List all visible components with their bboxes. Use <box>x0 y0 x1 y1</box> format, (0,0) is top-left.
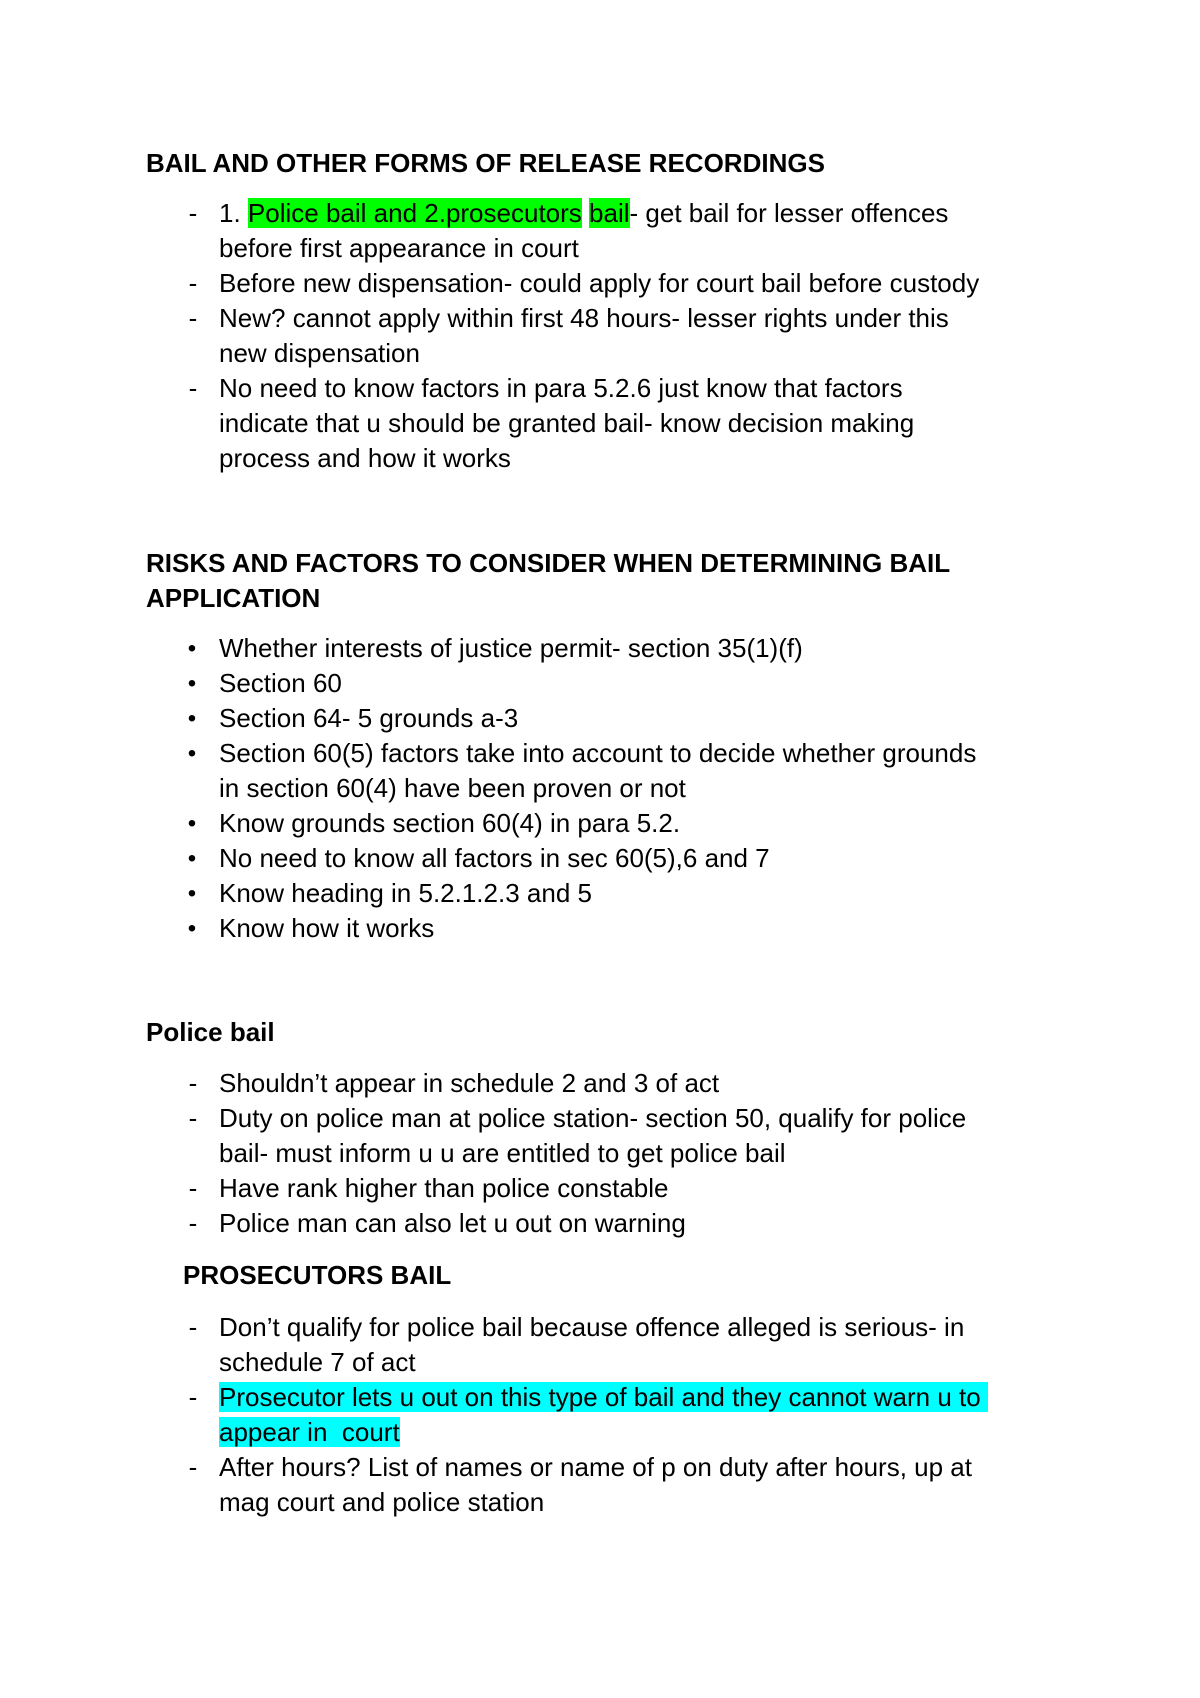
list-item-text: No need to know factors in para 5.2.6 just know that factors indicate that u should be granted bail- know decision making process and how it works <box>219 373 915 473</box>
dash-marker: - <box>188 1068 198 1098</box>
dash-marker: - <box>188 1173 198 1203</box>
cyan-highlight: Prosecutor lets u out on this type of bail and they cannot warn u to <box>219 1382 988 1412</box>
bullet-item-text: No need to know all factors in sec 60(5),6 and 7 <box>219 843 770 873</box>
bullet-item-text: Section 60(5) factors take into account to decide whether grounds in section 60(4) have been proven or not <box>219 738 977 803</box>
section-title-police-bail: Police bail <box>146 1017 275 1047</box>
bullet-marker: • <box>187 670 197 697</box>
bullet-marker: • <box>187 810 197 837</box>
bullet-item-text: Section 64- 5 grounds a-3 <box>219 703 519 733</box>
bullet-item-text: Section 60 <box>219 668 342 698</box>
dash-marker: - <box>188 1382 198 1412</box>
green-highlight: bail <box>589 198 630 228</box>
dash-marker: - <box>188 1208 198 1238</box>
dash-marker: - <box>188 268 198 298</box>
section-title-bail-recordings: BAIL AND OTHER FORMS OF RELEASE RECORDINGS <box>146 148 825 178</box>
bullet-marker: • <box>187 705 197 732</box>
list-item-text: New? cannot apply within first 48 hours- lesser rights under this new dispensation <box>219 303 949 368</box>
bullet-item-text: Know heading in 5.2.1.2.3 and 5 <box>219 878 592 908</box>
bullet-item-text: Know how it works <box>219 913 435 943</box>
bullet-marker: • <box>187 635 197 662</box>
list-item-text: Don’t qualify for police bail because offence alleged is serious- in schedule 7 of act <box>219 1312 965 1377</box>
section-title-risks-and-factors: RISKS AND FACTORS TO CONSIDER WHEN DETERMINING BAIL APPLICATION <box>146 548 951 613</box>
list-item-text: Before new dispensation- could apply for court bail before custody <box>219 268 980 298</box>
list-item-text: After hours? List of names or name of p on duty after hours, up at mag court and police station <box>219 1452 972 1517</box>
bullet-marker: • <box>187 740 197 767</box>
dash-marker: - <box>188 1103 198 1133</box>
green-highlight: Police bail and 2.prosecutors <box>247 198 582 228</box>
dash-marker: - <box>188 1312 198 1342</box>
list-item-text: Shouldn’t appear in schedule 2 and 3 of act <box>219 1068 720 1098</box>
bullet-item-text: Whether interests of justice permit- section 35(1)(f) <box>219 633 803 663</box>
cyan-highlight: appear in court <box>219 1417 400 1447</box>
section-title-prosecutors-bail: PROSECUTORS BAIL <box>183 1260 452 1290</box>
bullet-marker: • <box>187 915 197 942</box>
dash-marker: - <box>188 373 198 403</box>
list-item-text <box>219 1380 1079 1450</box>
bullet-item-text: Know grounds section 60(4) in para 5.2. <box>219 808 681 838</box>
list-item-text: 1. Police bail and 2.prosecutors bail- get bail for lesser offences before first appearance in court <box>219 198 949 263</box>
dash-marker: - <box>188 1452 198 1482</box>
list-item-text: Have rank higher than police constable <box>219 1173 669 1203</box>
dash-marker: - <box>188 303 198 333</box>
bullet-marker: • <box>187 845 197 872</box>
list-item-text: Police man can also let u out on warning <box>219 1208 686 1238</box>
bullet-marker: • <box>187 880 197 907</box>
dash-marker: - <box>188 198 198 228</box>
list-item-text: Duty on police man at police station- section 50, qualify for police bail- must inform u u are entitled to get police bail <box>219 1103 967 1168</box>
